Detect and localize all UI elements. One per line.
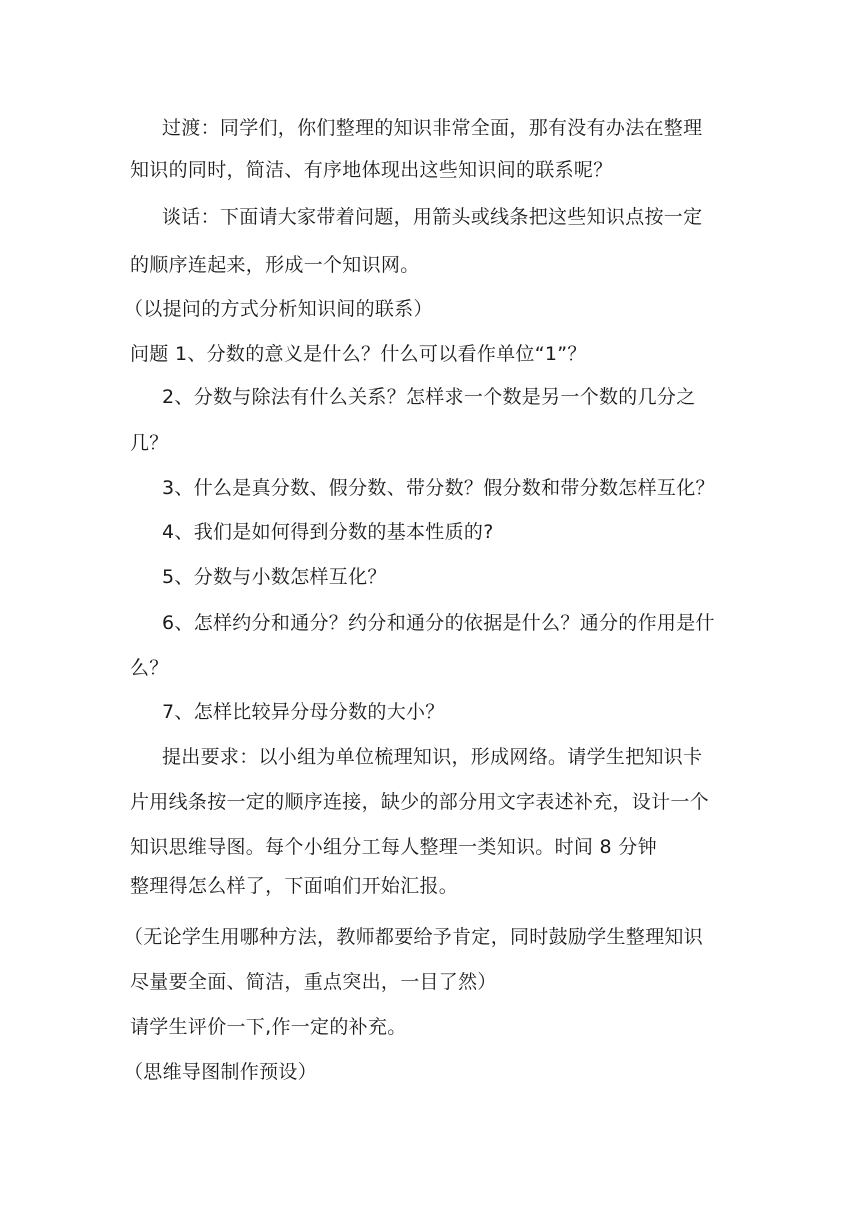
text-line: 请学生评价一下,作一定的补充。 bbox=[130, 1016, 407, 1038]
text-line: 谈话：下面请大家带着问题，用箭头或线条把这些知识点按一定 bbox=[162, 206, 703, 228]
text-line: 几？ bbox=[130, 432, 169, 454]
text-line: 2、分数与除法有什么关系？怎样求一个数是另一个数的几分之 bbox=[162, 386, 696, 408]
text-line: （思维导图制作预设） bbox=[124, 1061, 318, 1083]
text-line: 提出要求：以小组为单位梳理知识，形成网络。请学生把知识卡 bbox=[162, 746, 703, 768]
text-line: 过渡：同学们，你们整理的知识非常全面，那有没有办法在整理 bbox=[162, 117, 703, 139]
text-line: 么？ bbox=[130, 657, 169, 679]
text-line: 知识思维导图。每个小组分工每人整理一类知识。时间 8 分钟 bbox=[130, 836, 657, 858]
text-line: 知识的同时，简洁、有序地体现出这些知识间的联系呢？ bbox=[130, 159, 613, 181]
text-line: 尽量要全面、简洁，重点突出，一目了然） bbox=[130, 971, 497, 993]
text-line: 7、怎样比较异分母分数的大小？ bbox=[162, 701, 445, 723]
text-line: 整理得怎么样了，下面咱们开始汇报。 bbox=[130, 875, 459, 897]
text-line: （无论学生用哪种方法，教师都要给予肯定，同时鼓励学生整理知识 bbox=[124, 926, 704, 948]
text-line: 5、分数与小数怎样互化？ bbox=[162, 566, 387, 588]
text-line: 4、我们是如何得到分数的基本性质的? bbox=[162, 521, 494, 543]
text-line: 3、什么是真分数、假分数、带分数？假分数和带分数怎样互化？ bbox=[162, 477, 715, 499]
text-line: 的顺序连起来，形成一个知识网。 bbox=[130, 254, 420, 276]
text-line: 问题 1、分数的意义是什么？什么可以看作单位“1”？ bbox=[130, 343, 587, 365]
text-line: 6、怎样约分和通分？约分和通分的依据是什么？通分的作用是什 bbox=[162, 612, 715, 634]
text-line: 片用线条按一定的顺序连接，缺少的部分用文字表述补充，设计一个 bbox=[130, 791, 710, 813]
text-line: （以提问的方式分析知识间的联系） bbox=[124, 298, 433, 320]
